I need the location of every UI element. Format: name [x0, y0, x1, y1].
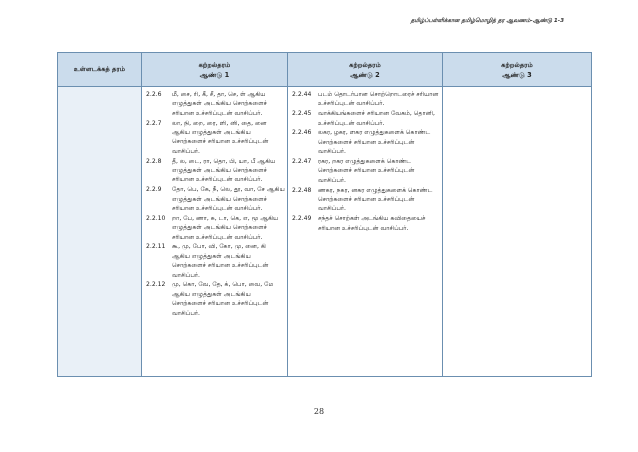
year-3-subtitle: ஆண்டு 3 [502, 70, 532, 79]
learning-standard-item [146, 157, 285, 185]
standard-text: லகர, ழகர, ளகர எழுத்துகளைக் கொண்ட சொற்களைச் சரியான உச்சரிப்புடன் வாசிப்பர். [318, 129, 431, 156]
learning-standard-item [146, 185, 285, 213]
standard-code: 2.2.44 [292, 91, 312, 98]
standard-text: தோ, பெ, கே, நீ, லெ, தூ, வா, சே ஆகிய எழுத்துகள் அடங்கிய சொற்களைச் சரியான உச்சரிப்புடன் வாசிப்பர். [172, 186, 285, 213]
year-2-subtitle: ஆண்டு 2 [350, 70, 380, 79]
standard-code: 2.2.10 [146, 214, 166, 222]
year-1-title: கற்றல்தரம் [198, 60, 231, 69]
page-number: 28 [313, 407, 325, 416]
content-standard-label: உள்ளடக்கத் தரம் [73, 65, 126, 73]
content-standard-header [58, 53, 142, 87]
standard-code: 2.2.46 [292, 129, 312, 137]
learning-standard-item [146, 242, 285, 280]
standard-code: 2.2.49 [292, 215, 312, 223]
year-3-cell [443, 87, 592, 377]
year-3-title: கற்றல்தரம் [501, 60, 533, 69]
standard-code: 2.2.8 [146, 157, 162, 165]
standard-text: தீ, ல, டை, ரா, தொ, பி, யா, பீ ஆகிய எழுத்துகள் அடங்கிய சொற்களைச் சரியான உச்சரிப்புடன் வாசிப்பர். [172, 157, 276, 184]
year-2-entry-list [288, 87, 442, 233]
learning-standard-item [146, 119, 285, 157]
table-header-row [58, 53, 592, 87]
standard-text: சந்தச் சொற்கள் அடங்கிய கவிதையைச் சரியான உச்சரிப்புடன் வாசிப்பர். [318, 215, 426, 232]
table-row [58, 87, 592, 377]
year-1-header [142, 53, 288, 87]
standard-text: மு, கொ, வே, தே, க், பொ, வை, மே ஆகிய எழுத்துகள் அடங்கிய சொற்களைச் சரியான உச்சரிப்புடன் வாசிப்பர். [172, 281, 274, 317]
standard-text: கூ, மு, போ, வி, கோ, மு, னை, கி ஆகிய எழுத்துகள் அடங்கிய சொற்களைச் சரியான உச்சரிப்புடன் வாசிப்பர். [172, 243, 269, 279]
standard-code: 2.2.48 [292, 186, 312, 194]
year-1-cell [142, 87, 288, 377]
standard-code: 2.2.47 [292, 158, 312, 166]
standards-table [57, 52, 592, 377]
standard-code: 2.2.12 [146, 281, 166, 289]
standard-text: ரகர, றகர எழுத்துகளைக் கொண்ட சொற்களைச் சரியான உச்சரிப்புடன் வாசிப்பர். [318, 158, 415, 184]
running-header: தமிழ்ப்பள்ளிக்கான தமிழ்மொழித் தர ஆவணம்-ஆண்டு 1-3 [410, 18, 564, 24]
standard-text: வாக்கியங்களைச் சரியான வேகம், தொனி, உச்சரிப்புடன் வாசிப்பர். [318, 110, 435, 127]
learning-standard-item [292, 90, 440, 109]
standard-text: படம் தொடர்பான சொற்றொடரைச் சரியான உச்சரிப்புடன் வாசிப்பர். [318, 91, 439, 108]
content-standard-cell [58, 87, 142, 377]
learning-standard-item [146, 280, 285, 318]
year-1-entry-list [142, 87, 287, 318]
year-2-header [288, 53, 443, 87]
standard-code: 2.2.9 [146, 186, 162, 194]
standard-text: மீ, சை, ரி, கீ, சீ, தா, செ, ள் ஆகிய எழுத்துகள் அடங்கிய சொற்களைச் சரியான உச்சரிப்புடன் வாசிப்பர். [172, 91, 267, 117]
standard-text: ணகர, நகர, னகர எழுத்துகளைக் கொண்ட சொற்களைச் சரியான உச்சரிப்புடன் வாசிப்பர். [318, 186, 433, 213]
year-1-subtitle: ஆண்டு 1 [199, 70, 230, 79]
standard-code: 2.2.45 [292, 110, 312, 118]
learning-standard-item [146, 90, 285, 118]
standard-text: லா, நி, றை, ரை, ளி, னி, தை, னை ஆகிய எழுத்துகள் அடங்கிய சொற்களைச் சரியான உச்சரிப்புடன் வாசிப்பர். [172, 119, 269, 155]
standard-code: 2.2.11 [146, 243, 166, 251]
standard-code: 2.2.6 [146, 91, 162, 98]
year-2-cell [288, 87, 443, 377]
standard-code: 2.2.7 [146, 119, 162, 127]
standard-text: றா, பே, ணா, சு, டா, கெ, எ, மூ ஆகிய எழுத்துகள் அடங்கிய சொற்களைச் சரியான உச்சரிப்புடன் வாசிப்பர். [172, 214, 279, 241]
year-2-title: கற்றல்தரம் [349, 60, 381, 69]
year-3-header [443, 53, 592, 87]
learning-standard-item [292, 157, 440, 185]
learning-standard-item [146, 214, 285, 242]
learning-standard-item [292, 214, 440, 233]
learning-standard-item [292, 186, 440, 214]
learning-standard-item [292, 109, 440, 128]
learning-standard-item [292, 128, 440, 156]
